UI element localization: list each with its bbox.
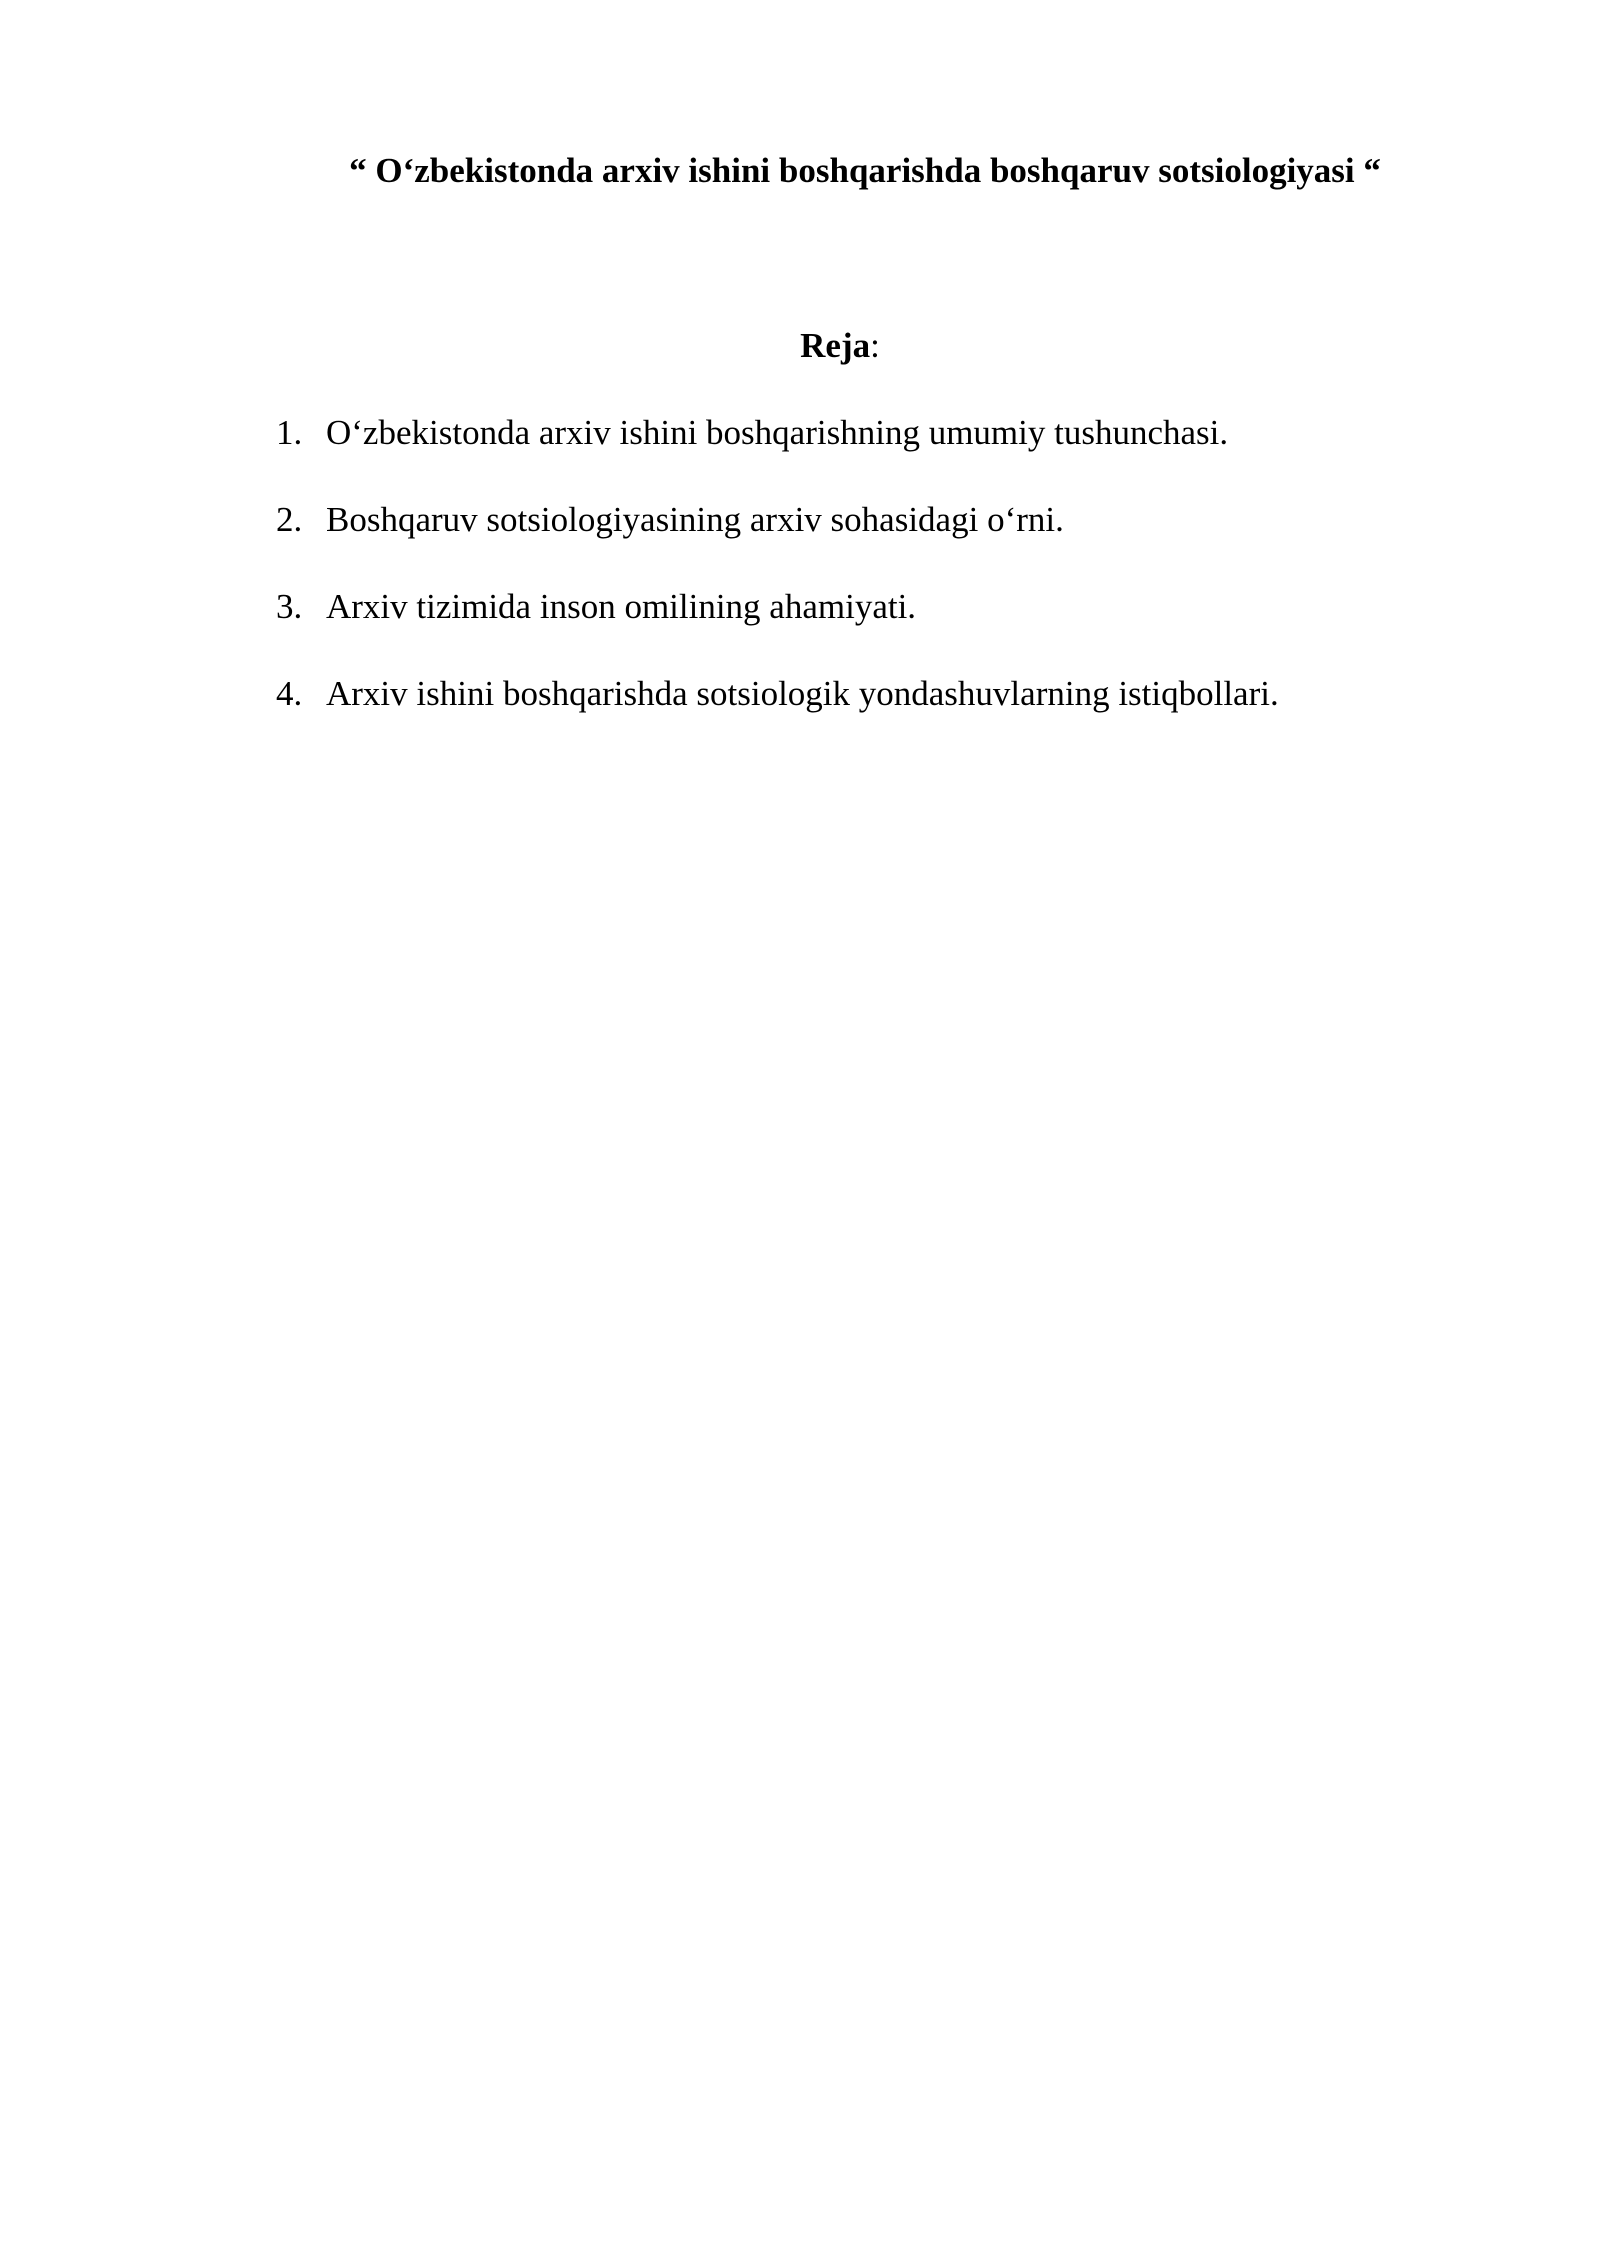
plan-heading bbox=[0, 325, 1600, 367]
plan-item-text: Arxiv tizimida inson omilining ahamiyati. bbox=[326, 587, 917, 626]
plan-item-number: 1. bbox=[276, 413, 303, 452]
plan-list bbox=[276, 412, 1279, 760]
plan-heading-word: Reja bbox=[800, 326, 871, 365]
plan-item bbox=[276, 499, 1279, 586]
plan-item-number: 4. bbox=[276, 674, 303, 713]
plan-item bbox=[276, 673, 1279, 760]
plan-item bbox=[276, 412, 1279, 499]
plan-item-text: Arxiv ishini boshqarishda sotsiologik yondashuvlarning istiqbollari. bbox=[326, 674, 1279, 713]
plan-item-text: Boshqaruv sotsiologiyasining arxiv sohasidagi o‘rni. bbox=[326, 500, 1064, 539]
plan-item-text: O‘zbekistonda arxiv ishini boshqarishning umumiy tushunchasi. bbox=[326, 413, 1229, 452]
plan-item bbox=[276, 586, 1279, 673]
plan-item-number: 3. bbox=[276, 587, 303, 626]
document-title: “ O‘zbekistonda arxiv ishini boshqarishda boshqaruv sotsiologiyasi “ bbox=[349, 151, 1381, 190]
plan-item-number: 2. bbox=[276, 500, 303, 539]
plan-heading-colon: : bbox=[870, 326, 880, 365]
